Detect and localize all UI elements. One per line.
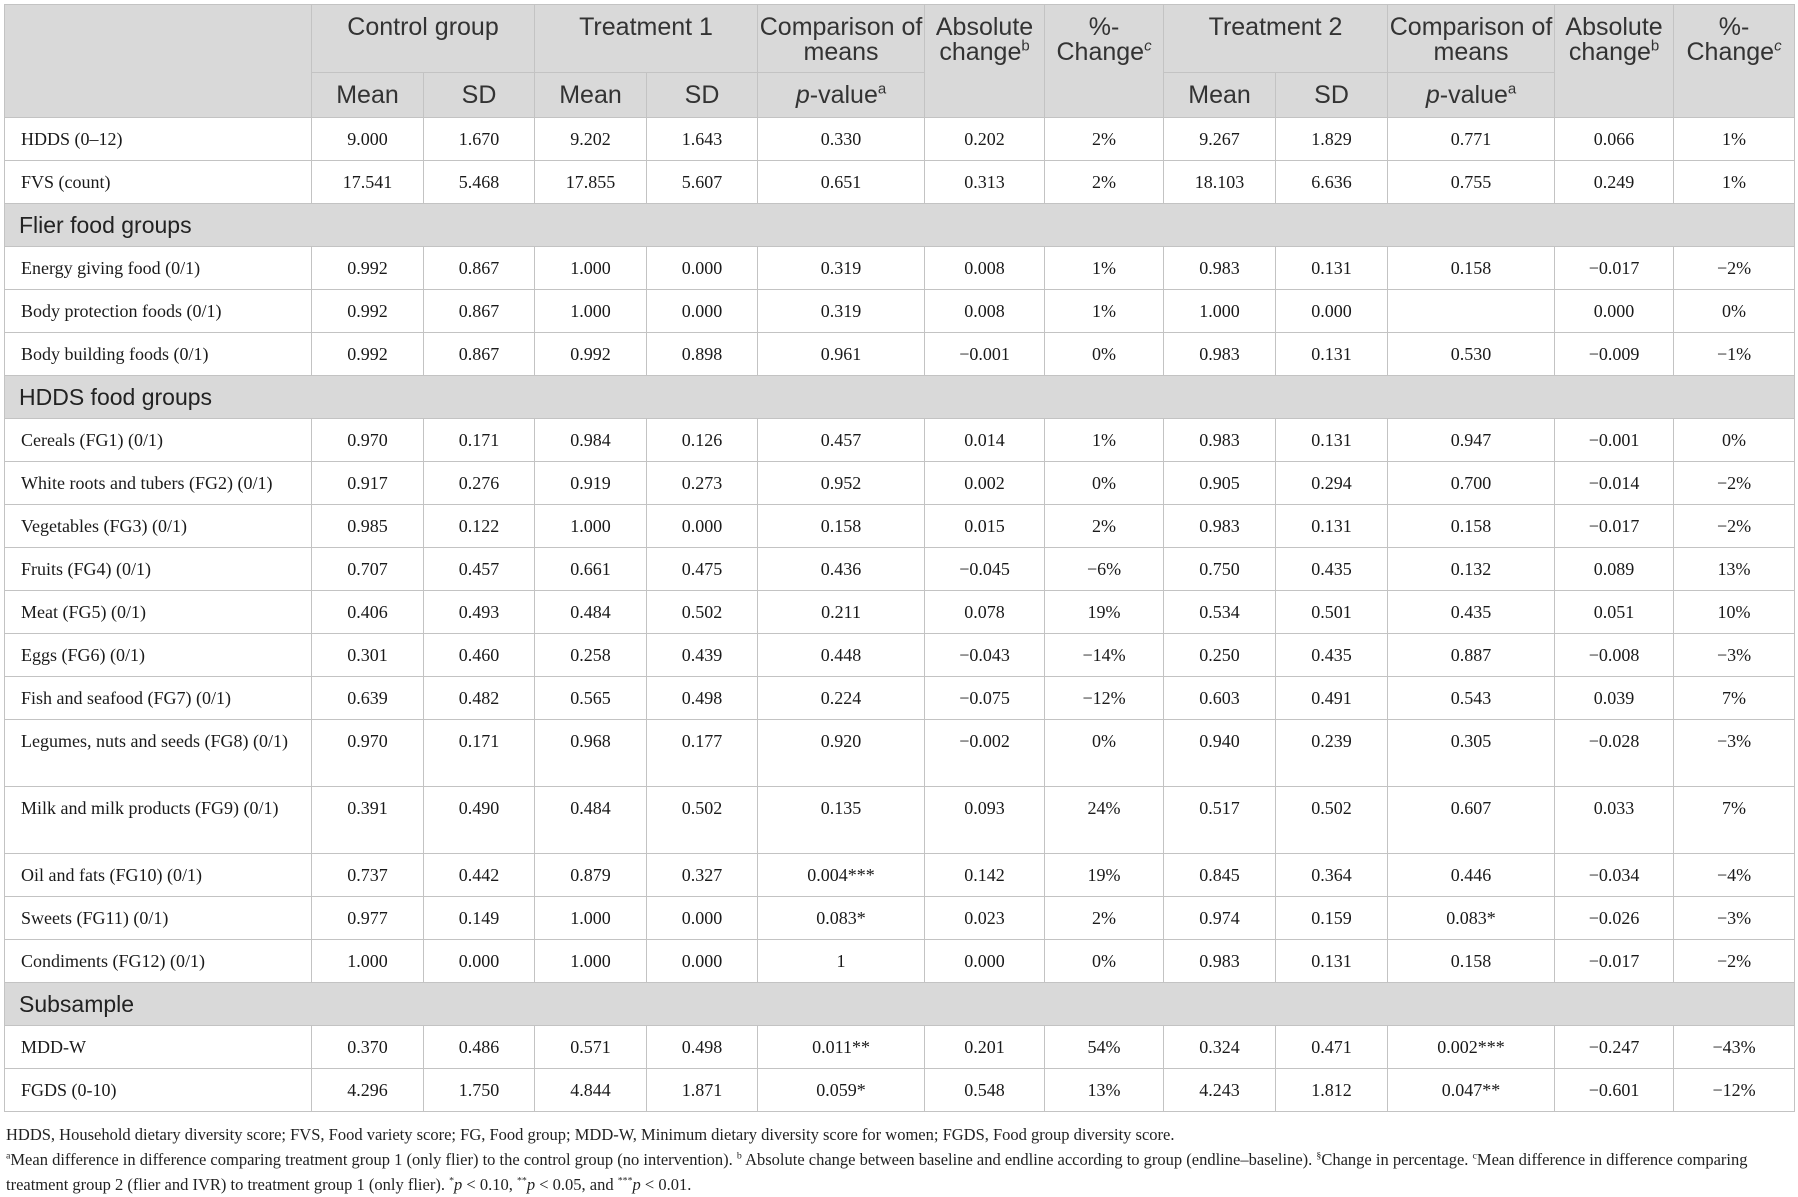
cell-pvalue-2: 0.700 <box>1388 462 1555 505</box>
cell-control-mean: 9.000 <box>312 118 424 161</box>
cell-pvalue-2: 0.158 <box>1388 505 1555 548</box>
cell-pvalue-2: 0.002*** <box>1388 1026 1555 1069</box>
cell-t2-mean: 0.983 <box>1164 505 1276 548</box>
cell-t1-sd: 0.273 <box>647 462 758 505</box>
cell-abs-change-2: −0.017 <box>1555 940 1674 983</box>
cell-control-sd: 5.468 <box>424 161 535 204</box>
data-table-container <box>4 4 1794 1197</box>
cell-abs-change-1: 0.202 <box>925 118 1045 161</box>
header-empty-cell <box>5 5 312 118</box>
table-row <box>5 419 1795 462</box>
header-pct-change-1: %-Change$^c$ <box>1045 5 1164 118</box>
cell-abs-change-1: −0.045 <box>925 548 1045 591</box>
cell-t2-sd: 0.159 <box>1276 897 1388 940</box>
row-label: HDDS (0–12) <box>5 118 312 161</box>
row-label: Cereals (FG1) (0/1) <box>5 419 312 462</box>
cell-t1-mean: 1.000 <box>535 247 647 290</box>
cell-control-mean: 0.992 <box>312 333 424 376</box>
cell-pct-change-2: −3% <box>1674 897 1795 940</box>
table-body <box>5 118 1795 1112</box>
cell-t2-sd: 0.364 <box>1276 854 1388 897</box>
row-label: Eggs (FG6) (0/1) <box>5 634 312 677</box>
cell-t1-mean: 0.879 <box>535 854 647 897</box>
cell-pvalue-1: 0.436 <box>758 548 925 591</box>
cell-control-mean: 1.000 <box>312 940 424 983</box>
cell-t2-mean: 0.983 <box>1164 940 1276 983</box>
cell-t2-sd: 0.131 <box>1276 247 1388 290</box>
cell-t1-sd: 0.000 <box>647 247 758 290</box>
cell-t1-sd: 0.498 <box>647 677 758 720</box>
cell-control-mean: 4.296 <box>312 1069 424 1112</box>
cell-abs-change-1: −0.001 <box>925 333 1045 376</box>
cell-control-sd: 0.867 <box>424 290 535 333</box>
cell-pvalue-2: 0.158 <box>1388 247 1555 290</box>
cell-t1-sd: 0.177 <box>647 720 758 787</box>
cell-control-sd: 0.149 <box>424 897 535 940</box>
cell-pvalue-1: 0.457 <box>758 419 925 462</box>
cell-pvalue-1: 0.330 <box>758 118 925 161</box>
cell-abs-change-2: −0.001 <box>1555 419 1674 462</box>
cell-pct-change-2: −12% <box>1674 1069 1795 1112</box>
cell-pvalue-2 <box>1388 290 1555 333</box>
cell-t1-sd: 0.502 <box>647 591 758 634</box>
cell-pvalue-2: 0.755 <box>1388 161 1555 204</box>
cell-control-sd: 0.000 <box>424 940 535 983</box>
cell-pvalue-1: 0.961 <box>758 333 925 376</box>
cell-abs-change-1: 0.000 <box>925 940 1045 983</box>
cell-control-mean: 0.992 <box>312 247 424 290</box>
cell-t2-sd: 0.239 <box>1276 720 1388 787</box>
cell-t2-mean: 0.940 <box>1164 720 1276 787</box>
cell-control-sd: 0.482 <box>424 677 535 720</box>
cell-pct-change-1: 2% <box>1045 118 1164 161</box>
row-label: MDD-W <box>5 1026 312 1069</box>
cell-t2-sd: 0.000 <box>1276 290 1388 333</box>
cell-abs-change-2: −0.026 <box>1555 897 1674 940</box>
cell-t1-mean: 0.968 <box>535 720 647 787</box>
cell-t1-mean: 1.000 <box>535 897 647 940</box>
cell-control-mean: 0.406 <box>312 591 424 634</box>
cell-pvalue-2: 0.530 <box>1388 333 1555 376</box>
cell-abs-change-1: 0.548 <box>925 1069 1045 1112</box>
table-row <box>5 787 1795 854</box>
row-label: FGDS (0-10) <box>5 1069 312 1112</box>
cell-t2-mean: 0.983 <box>1164 419 1276 462</box>
cell-t1-sd: 0.000 <box>647 897 758 940</box>
section-row <box>5 983 1795 1026</box>
cell-t1-sd: 0.327 <box>647 854 758 897</box>
table-row <box>5 591 1795 634</box>
cell-abs-change-1: 0.313 <box>925 161 1045 204</box>
row-label: Fruits (FG4) (0/1) <box>5 548 312 591</box>
cell-control-sd: 0.490 <box>424 787 535 854</box>
cell-pct-change-2: −3% <box>1674 720 1795 787</box>
cell-abs-change-2: −0.028 <box>1555 720 1674 787</box>
table-row <box>5 161 1795 204</box>
table-row <box>5 897 1795 940</box>
header-t1-mean: Mean <box>535 73 647 118</box>
cell-t1-mean: 1.000 <box>535 290 647 333</box>
cell-abs-change-2: −0.601 <box>1555 1069 1674 1112</box>
cell-pct-change-1: 1% <box>1045 419 1164 462</box>
cell-abs-change-1: 0.015 <box>925 505 1045 548</box>
cell-pvalue-1: 0.059* <box>758 1069 925 1112</box>
cell-t2-mean: 0.324 <box>1164 1026 1276 1069</box>
cell-pvalue-1: 0.011** <box>758 1026 925 1069</box>
cell-t2-sd: 0.131 <box>1276 505 1388 548</box>
cell-t2-sd: 0.491 <box>1276 677 1388 720</box>
cell-t1-sd: 0.000 <box>647 505 758 548</box>
cell-t2-sd: 0.435 <box>1276 548 1388 591</box>
cell-pct-change-2: 1% <box>1674 161 1795 204</box>
section-title: Subsample <box>5 983 1795 1026</box>
cell-control-mean: 0.370 <box>312 1026 424 1069</box>
cell-t2-mean: 18.103 <box>1164 161 1276 204</box>
cell-t1-mean: 1.000 <box>535 940 647 983</box>
row-label: Body building foods (0/1) <box>5 333 312 376</box>
cell-abs-change-1: 0.078 <box>925 591 1045 634</box>
cell-pct-change-2: 0% <box>1674 290 1795 333</box>
cell-pvalue-2: 0.607 <box>1388 787 1555 854</box>
table-row <box>5 247 1795 290</box>
cell-abs-change-2: 0.089 <box>1555 548 1674 591</box>
cell-abs-change-2: 0.066 <box>1555 118 1674 161</box>
cell-t1-sd: 0.439 <box>647 634 758 677</box>
cell-abs-change-1: 0.093 <box>925 787 1045 854</box>
cell-abs-change-1: 0.008 <box>925 290 1045 333</box>
cell-pvalue-2: 0.047** <box>1388 1069 1555 1112</box>
table-row <box>5 290 1795 333</box>
cell-control-sd: 0.171 <box>424 419 535 462</box>
cell-t2-mean: 0.750 <box>1164 548 1276 591</box>
cell-pvalue-1: 0.920 <box>758 720 925 787</box>
cell-t1-mean: 0.984 <box>535 419 647 462</box>
table-row <box>5 333 1795 376</box>
cell-t2-sd: 0.501 <box>1276 591 1388 634</box>
cell-abs-change-1: 0.023 <box>925 897 1045 940</box>
header-comparison-2: Comparison of means <box>1388 5 1555 73</box>
cell-abs-change-2: −0.008 <box>1555 634 1674 677</box>
table-row <box>5 854 1795 897</box>
cell-t1-sd: 0.898 <box>647 333 758 376</box>
cell-control-mean: 0.977 <box>312 897 424 940</box>
cell-pct-change-1: 1% <box>1045 247 1164 290</box>
cell-pct-change-2: 10% <box>1674 591 1795 634</box>
cell-control-sd: 0.460 <box>424 634 535 677</box>
cell-t1-mean: 0.565 <box>535 677 647 720</box>
cell-pct-change-1: 13% <box>1045 1069 1164 1112</box>
section-row <box>5 204 1795 247</box>
cell-abs-change-1: 0.201 <box>925 1026 1045 1069</box>
cell-t2-sd: 0.131 <box>1276 333 1388 376</box>
row-label: Vegetables (FG3) (0/1) <box>5 505 312 548</box>
cell-t2-sd: 0.435 <box>1276 634 1388 677</box>
cell-abs-change-2: 0.000 <box>1555 290 1674 333</box>
cell-pvalue-1: 0.651 <box>758 161 925 204</box>
cell-t2-sd: 0.471 <box>1276 1026 1388 1069</box>
cell-pct-change-2: −2% <box>1674 505 1795 548</box>
cell-abs-change-1: 0.002 <box>925 462 1045 505</box>
cell-abs-change-1: 0.142 <box>925 854 1045 897</box>
table-footnotes <box>4 1122 1796 1197</box>
row-label: Condiments (FG12) (0/1) <box>5 940 312 983</box>
cell-pct-change-1: 0% <box>1045 462 1164 505</box>
cell-control-sd: 0.457 <box>424 548 535 591</box>
cell-control-sd: 1.670 <box>424 118 535 161</box>
cell-t1-mean: 0.571 <box>535 1026 647 1069</box>
table-header <box>5 5 1795 118</box>
cell-control-mean: 0.391 <box>312 787 424 854</box>
cell-pct-change-1: 2% <box>1045 505 1164 548</box>
cell-pvalue-2: 0.083* <box>1388 897 1555 940</box>
cell-pct-change-1: 0% <box>1045 940 1164 983</box>
cell-t2-mean: 0.845 <box>1164 854 1276 897</box>
cell-abs-change-2: 0.033 <box>1555 787 1674 854</box>
cell-abs-change-1: 0.008 <box>925 247 1045 290</box>
table-row <box>5 548 1795 591</box>
cell-control-mean: 0.737 <box>312 854 424 897</box>
cell-pvalue-2: 0.305 <box>1388 720 1555 787</box>
cell-t1-mean: 0.258 <box>535 634 647 677</box>
cell-pct-change-1: 0% <box>1045 333 1164 376</box>
cell-pvalue-2: 0.132 <box>1388 548 1555 591</box>
header-comparison-1: Comparison of means <box>758 5 925 73</box>
cell-pct-change-1: 24% <box>1045 787 1164 854</box>
cell-control-mean: 17.541 <box>312 161 424 204</box>
cell-abs-change-1: −0.002 <box>925 720 1045 787</box>
header-control-group: Control group <box>312 5 535 73</box>
footnote-abbreviations: HDDS, Household dietary diversity score; FVS, Food variety score; FG, Food group; MDD-W, Minimum dietary diversity score for women; FGDS, Food group diversity score. <box>6 1125 1175 1144</box>
header-absolute-change-2: Absolute change$^b$ <box>1555 5 1674 118</box>
cell-control-sd: 0.122 <box>424 505 535 548</box>
cell-pvalue-1: 0.319 <box>758 247 925 290</box>
cell-t2-mean: 4.243 <box>1164 1069 1276 1112</box>
cell-control-mean: 0.992 <box>312 290 424 333</box>
cell-t1-mean: 4.844 <box>535 1069 647 1112</box>
cell-t1-sd: 5.607 <box>647 161 758 204</box>
cell-control-mean: 0.301 <box>312 634 424 677</box>
cell-pvalue-1: 0.135 <box>758 787 925 854</box>
table-row <box>5 677 1795 720</box>
cell-t2-sd: 0.131 <box>1276 940 1388 983</box>
cell-t1-mean: 17.855 <box>535 161 647 204</box>
cell-control-sd: 0.493 <box>424 591 535 634</box>
cell-pct-change-1: 2% <box>1045 161 1164 204</box>
table-row <box>5 505 1795 548</box>
cell-control-sd: 0.867 <box>424 247 535 290</box>
results-table <box>4 4 1795 1112</box>
cell-pvalue-1: 0.448 <box>758 634 925 677</box>
table-row <box>5 462 1795 505</box>
cell-pct-change-2: 13% <box>1674 548 1795 591</box>
table-row <box>5 940 1795 983</box>
row-label: FVS (count) <box>5 161 312 204</box>
cell-pvalue-1: 1 <box>758 940 925 983</box>
cell-pvalue-1: 0.319 <box>758 290 925 333</box>
row-label: Legumes, nuts and seeds (FG8) (0/1) <box>5 720 312 787</box>
cell-pvalue-2: 0.543 <box>1388 677 1555 720</box>
cell-t1-sd: 0.475 <box>647 548 758 591</box>
cell-control-sd: 0.442 <box>424 854 535 897</box>
cell-pct-change-1: 19% <box>1045 854 1164 897</box>
cell-t1-sd: 0.000 <box>647 290 758 333</box>
row-label: White roots and tubers (FG2) (0/1) <box>5 462 312 505</box>
cell-t2-mean: 0.250 <box>1164 634 1276 677</box>
cell-t1-sd: 0.126 <box>647 419 758 462</box>
cell-pvalue-2: 0.435 <box>1388 591 1555 634</box>
cell-pct-change-2: 7% <box>1674 677 1795 720</box>
cell-pct-change-2: −2% <box>1674 940 1795 983</box>
cell-t2-mean: 0.603 <box>1164 677 1276 720</box>
row-label: Sweets (FG11) (0/1) <box>5 897 312 940</box>
header-t2-sd: SD <box>1276 73 1388 118</box>
cell-pvalue-2: 0.771 <box>1388 118 1555 161</box>
table-row <box>5 634 1795 677</box>
cell-t2-sd: 1.812 <box>1276 1069 1388 1112</box>
cell-t1-sd: 1.871 <box>647 1069 758 1112</box>
footnote-definitions: $^a$Mean difference in difference comparing treatment group 1 (only flier) to the control group (no intervention). $^b$ Absolute change between baseline and endline according to group (endline–baseline). §Change in percentage. $^c$Mean difference in difference comparing treatment group 2 (flier and IVR) to treatment group 1 (only flier). *p < 0.10, **p < 0.05, and ***p < 0.01. <box>6 1150 1748 1194</box>
cell-t1-sd: 0.502 <box>647 787 758 854</box>
cell-t2-mean: 1.000 <box>1164 290 1276 333</box>
row-label: Body protection foods (0/1) <box>5 290 312 333</box>
cell-pct-change-2: 7% <box>1674 787 1795 854</box>
cell-abs-change-2: −0.034 <box>1555 854 1674 897</box>
table-row <box>5 118 1795 161</box>
header-control-mean: Mean <box>312 73 424 118</box>
section-title: Flier food groups <box>5 204 1795 247</box>
header-treatment-2: Treatment 2 <box>1164 5 1388 73</box>
cell-t2-mean: 0.974 <box>1164 897 1276 940</box>
cell-t2-sd: 0.131 <box>1276 419 1388 462</box>
cell-control-mean: 0.917 <box>312 462 424 505</box>
cell-pct-change-2: −1% <box>1674 333 1795 376</box>
cell-control-mean: 0.707 <box>312 548 424 591</box>
cell-pct-change-1: 19% <box>1045 591 1164 634</box>
cell-t1-sd: 0.498 <box>647 1026 758 1069</box>
cell-control-mean: 0.970 <box>312 720 424 787</box>
cell-t2-mean: 0.983 <box>1164 333 1276 376</box>
cell-abs-change-2: 0.249 <box>1555 161 1674 204</box>
cell-pct-change-1: 54% <box>1045 1026 1164 1069</box>
cell-t1-mean: 9.202 <box>535 118 647 161</box>
cell-pvalue-1: 0.211 <box>758 591 925 634</box>
cell-pct-change-1: 2% <box>1045 897 1164 940</box>
header-pvalue-1: p-value$^a$ <box>758 73 925 118</box>
cell-abs-change-2: −0.247 <box>1555 1026 1674 1069</box>
cell-abs-change-1: −0.043 <box>925 634 1045 677</box>
cell-abs-change-2: 0.051 <box>1555 591 1674 634</box>
header-pct-change-2: %-Change$^c$ <box>1674 5 1795 118</box>
row-label: Meat (FG5) (0/1) <box>5 591 312 634</box>
cell-t2-mean: 0.534 <box>1164 591 1276 634</box>
cell-pvalue-1: 0.952 <box>758 462 925 505</box>
cell-pct-change-2: 0% <box>1674 419 1795 462</box>
table-row <box>5 720 1795 787</box>
cell-t2-sd: 1.829 <box>1276 118 1388 161</box>
cell-control-mean: 0.985 <box>312 505 424 548</box>
cell-abs-change-2: −0.017 <box>1555 505 1674 548</box>
cell-abs-change-2: −0.017 <box>1555 247 1674 290</box>
header-absolute-change-1: Absolute change$^b$ <box>925 5 1045 118</box>
cell-t2-sd: 0.294 <box>1276 462 1388 505</box>
cell-t1-sd: 1.643 <box>647 118 758 161</box>
cell-pvalue-2: 0.446 <box>1388 854 1555 897</box>
cell-pct-change-1: 1% <box>1045 290 1164 333</box>
cell-control-mean: 0.639 <box>312 677 424 720</box>
header-control-sd: SD <box>424 73 535 118</box>
cell-pct-change-2: −2% <box>1674 247 1795 290</box>
cell-t1-mean: 0.661 <box>535 548 647 591</box>
cell-control-sd: 0.276 <box>424 462 535 505</box>
row-label: Energy giving food (0/1) <box>5 247 312 290</box>
header-t2-mean: Mean <box>1164 73 1276 118</box>
row-label: Milk and milk products (FG9) (0/1) <box>5 787 312 854</box>
row-label: Oil and fats (FG10) (0/1) <box>5 854 312 897</box>
row-label: Fish and seafood (FG7) (0/1) <box>5 677 312 720</box>
cell-t2-mean: 0.517 <box>1164 787 1276 854</box>
table-row <box>5 1026 1795 1069</box>
cell-pvalue-2: 0.947 <box>1388 419 1555 462</box>
cell-t2-sd: 0.502 <box>1276 787 1388 854</box>
cell-pct-change-2: 1% <box>1674 118 1795 161</box>
cell-t1-mean: 0.484 <box>535 787 647 854</box>
cell-control-sd: 0.171 <box>424 720 535 787</box>
cell-control-sd: 0.867 <box>424 333 535 376</box>
cell-t1-mean: 1.000 <box>535 505 647 548</box>
cell-pct-change-2: −2% <box>1674 462 1795 505</box>
cell-pct-change-1: −6% <box>1045 548 1164 591</box>
cell-t2-mean: 0.905 <box>1164 462 1276 505</box>
cell-abs-change-2: 0.039 <box>1555 677 1674 720</box>
cell-t1-mean: 0.992 <box>535 333 647 376</box>
cell-abs-change-1: 0.014 <box>925 419 1045 462</box>
cell-pct-change-2: −4% <box>1674 854 1795 897</box>
cell-abs-change-2: −0.009 <box>1555 333 1674 376</box>
cell-t2-sd: 6.636 <box>1276 161 1388 204</box>
cell-pct-change-1: 0% <box>1045 720 1164 787</box>
cell-t1-sd: 0.000 <box>647 940 758 983</box>
cell-pvalue-2: 0.887 <box>1388 634 1555 677</box>
cell-t2-mean: 9.267 <box>1164 118 1276 161</box>
cell-pct-change-1: −14% <box>1045 634 1164 677</box>
cell-pct-change-2: −43% <box>1674 1026 1795 1069</box>
cell-pvalue-1: 0.004*** <box>758 854 925 897</box>
header-t1-sd: SD <box>647 73 758 118</box>
section-row <box>5 376 1795 419</box>
cell-abs-change-1: −0.075 <box>925 677 1045 720</box>
cell-abs-change-2: −0.014 <box>1555 462 1674 505</box>
cell-pvalue-1: 0.224 <box>758 677 925 720</box>
cell-t2-mean: 0.983 <box>1164 247 1276 290</box>
table-row <box>5 1069 1795 1112</box>
cell-pct-change-1: −12% <box>1045 677 1164 720</box>
cell-pvalue-1: 0.158 <box>758 505 925 548</box>
cell-control-sd: 0.486 <box>424 1026 535 1069</box>
cell-pvalue-1: 0.083* <box>758 897 925 940</box>
section-title: HDDS food groups <box>5 376 1795 419</box>
header-pvalue-2: p-value$^a$ <box>1388 73 1555 118</box>
cell-control-mean: 0.970 <box>312 419 424 462</box>
cell-t1-mean: 0.919 <box>535 462 647 505</box>
cell-t1-mean: 0.484 <box>535 591 647 634</box>
cell-pvalue-2: 0.158 <box>1388 940 1555 983</box>
cell-control-sd: 1.750 <box>424 1069 535 1112</box>
header-treatment-1: Treatment 1 <box>535 5 758 73</box>
cell-pct-change-2: −3% <box>1674 634 1795 677</box>
